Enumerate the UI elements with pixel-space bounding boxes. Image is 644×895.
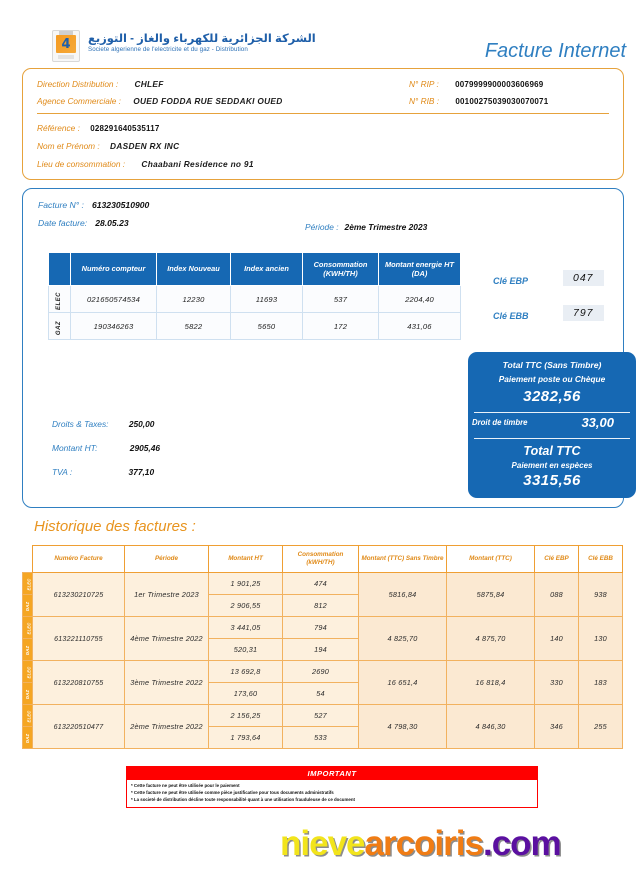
history-periode-4: 2ème Trimestre 2022 <box>125 705 209 749</box>
col-numero-compteur: Numéro compteur <box>71 253 157 286</box>
watermark-part-3: .com <box>482 824 561 863</box>
history-periode-1: 1er Trimestre 2023 <box>125 573 209 617</box>
facture-number-label: Facture N° : <box>38 200 84 210</box>
cle-ebb-label: Clé EBB <box>493 311 529 321</box>
history-cle-ebp-4: 346 <box>535 705 579 749</box>
col-index-ancien: Index ancien <box>231 253 303 286</box>
history-cle-ebp-1: 088 <box>535 573 579 617</box>
history-flag-gaz-label: GAZ <box>25 645 31 656</box>
direction-label: Direction Distribution : <box>37 79 119 89</box>
history-gaz-ht-4: 1 793,64 <box>209 727 283 749</box>
history-corner <box>23 546 33 573</box>
facture-date-label: Date facture: <box>38 218 88 228</box>
table-row <box>23 661 623 683</box>
total-ttc-sans-timbre-value: 3282,56 <box>523 388 581 405</box>
cle-ebp-label: Clé EBP <box>493 276 529 286</box>
rib-label: N° RIB : <box>409 96 440 106</box>
history-elec-ht-3: 13 692,8 <box>209 661 283 683</box>
facture-number-row <box>38 200 149 210</box>
history-ttc-sans-timbre-3: 16 651,4 <box>359 661 447 705</box>
history-ttc-1: 5875,84 <box>447 573 535 617</box>
history-flag-gaz <box>23 727 33 749</box>
reference-value: 028291640535117 <box>90 124 160 133</box>
hcol-montant-ht: Montant HT <box>209 546 283 573</box>
history-flag-gaz <box>23 683 33 705</box>
history-cle-ebp-3: 330 <box>535 661 579 705</box>
elec-compteur: 021650574534 <box>71 286 157 313</box>
gaz-consommation: 172 <box>303 313 379 340</box>
facture-number-value: 613230510900 <box>91 200 150 210</box>
important-line-1: * Cette facture ne peut être utilisée pour le paiement <box>131 783 240 788</box>
sonelgaz-logo <box>52 30 80 62</box>
watermark <box>280 824 561 864</box>
direction-value: CHLEF <box>134 79 164 89</box>
history-gaz-conso-2: 194 <box>283 639 359 661</box>
history-periode-2: 4ème Trimestre 2022 <box>125 617 209 661</box>
hcol-periode: Période <box>125 546 209 573</box>
history-title: Historique des factures : <box>34 518 196 535</box>
facture-periode-row <box>305 222 427 232</box>
droit-de-timbre-value: 33,00 <box>581 415 614 430</box>
logo-mark <box>56 35 76 53</box>
logo-foot <box>58 55 74 59</box>
elec-index-nouveau: 12230 <box>157 286 231 313</box>
paiement-poste-cheque-label: Paiement poste ou Chèque <box>498 374 606 384</box>
montant-ht-label: Montant HT: <box>52 443 98 453</box>
gaz-montant-ht: 431,06 <box>379 313 461 340</box>
droits-taxes-row <box>52 419 154 429</box>
history-ttc-3: 16 818,4 <box>447 661 535 705</box>
history-flag-gaz-label: GAZ <box>25 689 31 700</box>
history-flag-elec <box>23 661 33 683</box>
reference-label: Référence : <box>37 123 80 133</box>
hcol-numero-facture: Numéro Facture <box>33 546 125 573</box>
col-index-nouveau: Index Nouveau <box>157 253 231 286</box>
cle-ebb-value: 797 <box>563 305 604 321</box>
history-cle-ebb-2: 130 <box>579 617 623 661</box>
row-type-elec <box>49 286 71 313</box>
history-numero-1: 613230210725 <box>33 573 125 617</box>
watermark-part-1: nieve <box>280 824 365 863</box>
history-gaz-ht-2: 520,31 <box>209 639 283 661</box>
history-cle-ebb-1: 938 <box>579 573 623 617</box>
history-flag-elec-label: ELEC <box>26 622 32 635</box>
table-row <box>23 617 623 639</box>
history-ttc-sans-timbre-1: 5816,84 <box>359 573 447 617</box>
history-flag-elec <box>23 617 33 639</box>
totals-panel <box>468 352 636 498</box>
total-ttc-label: Total TTC <box>523 444 581 458</box>
history-numero-3: 613220810755 <box>33 661 125 705</box>
elec-montant-ht: 2204,40 <box>379 286 461 313</box>
facture-periode-value: 2ème Trimestre 2023 <box>344 222 428 232</box>
identification-divider <box>37 113 609 114</box>
history-cle-ebb-4: 255 <box>579 705 623 749</box>
consumption-header-row <box>49 253 461 286</box>
tva-value: 377,10 <box>128 467 155 477</box>
history-flag-elec <box>23 573 33 595</box>
watermark-part-2: arcoiris <box>364 824 483 863</box>
montant-ht-value: 2905,46 <box>129 443 161 453</box>
droits-taxes-label: Droits & Taxes: <box>52 419 109 429</box>
history-elec-ht-1: 1 901,25 <box>209 573 283 595</box>
consumption-corner <box>49 253 71 286</box>
total-ttc-sans-timbre-label: Total TTC (Sans Timbre) <box>502 360 602 370</box>
facture-date-value: 28.05.23 <box>95 218 129 228</box>
history-cle-ebb-3: 183 <box>579 661 623 705</box>
history-flag-elec-label: ELEC <box>26 710 32 723</box>
facture-periode-label: Période : <box>305 222 339 232</box>
tva-row <box>52 467 154 477</box>
history-elec-conso-1: 474 <box>283 573 359 595</box>
nom-label: Nom et Prénom : <box>37 141 100 151</box>
identification-block <box>22 68 624 180</box>
history-elec-conso-3: 2690 <box>283 661 359 683</box>
totals-divider-2 <box>474 438 630 439</box>
important-title: IMPORTANT <box>127 767 537 780</box>
hcol-consommation: Consommation (kWH/TH) <box>283 546 359 573</box>
col-montant-ht: Montant energie HT (DA) <box>379 253 461 286</box>
history-gaz-conso-4: 533 <box>283 727 359 749</box>
history-ttc-2: 4 875,70 <box>447 617 535 661</box>
row-type-elec-label: ELEC <box>56 291 63 310</box>
history-flag-elec-label: ELEC <box>26 578 32 591</box>
important-line-2: * Cette facture ne peut être utilisée comme pièce justificative pour tous documents administratifs <box>131 789 334 795</box>
history-flag-elec <box>23 705 33 727</box>
history-cle-ebp-2: 140 <box>535 617 579 661</box>
table-row <box>49 286 461 313</box>
important-line-3: * La societé de distribution décline toute responsabilité quant à une utilisation frauduleuse de ce document <box>131 796 355 802</box>
history-elec-ht-2: 3 441,05 <box>209 617 283 639</box>
elec-consommation: 537 <box>303 286 379 313</box>
history-table <box>22 545 622 749</box>
tva-label: TVA : <box>52 467 73 477</box>
total-ttc-value: 3315,56 <box>523 472 581 489</box>
gaz-index-ancien: 5650 <box>231 313 303 340</box>
totals-divider-1 <box>474 412 630 413</box>
history-ttc-4: 4 846,30 <box>447 705 535 749</box>
history-elec-ht-4: 2 156,25 <box>209 705 283 727</box>
col-consommation: Consommation (KWH/TH) <box>303 253 379 286</box>
history-flag-gaz-label: GAZ <box>25 733 31 744</box>
hcol-cle-ebb: Clé EBB <box>579 546 623 573</box>
history-numero-2: 613221110755 <box>33 617 125 661</box>
table-row <box>23 573 623 595</box>
history-gaz-ht-1: 2 906,55 <box>209 595 283 617</box>
history-elec-conso-4: 527 <box>283 705 359 727</box>
history-numero-4: 613220510477 <box>33 705 125 749</box>
row-type-gaz <box>49 313 71 340</box>
history-gaz-ht-3: 173,60 <box>209 683 283 705</box>
gaz-compteur: 190346263 <box>71 313 157 340</box>
history-flag-elec-label: ELEC <box>26 666 32 679</box>
company-name-french: Societe algerienne de l'electricite et du gaz - Distribution <box>88 46 248 53</box>
history-ttc-sans-timbre-4: 4 798,30 <box>359 705 447 749</box>
hcol-ttc: Montant (TTC) <box>447 546 535 573</box>
history-flag-gaz <box>23 639 33 661</box>
rib-value: 00100275039030070071 <box>455 97 549 106</box>
row-type-gaz-label: GAZ <box>56 320 63 335</box>
cle-ebp-value: 047 <box>563 270 604 286</box>
history-periode-3: 3ème Trimestre 2022 <box>125 661 209 705</box>
agence-value: OUED FODDA RUE SEDDAKI OUED <box>133 96 283 106</box>
rip-label: N° RIP : <box>409 79 439 89</box>
history-gaz-conso-3: 54 <box>283 683 359 705</box>
droits-taxes-value: 250,00 <box>128 419 155 429</box>
facture-date-row <box>38 218 129 228</box>
agence-label: Agence Commerciale : <box>37 96 121 106</box>
important-notice <box>126 766 538 808</box>
droit-de-timbre-label: Droit de timbre <box>472 418 528 427</box>
history-gaz-conso-1: 812 <box>283 595 359 617</box>
paiement-especes-label: Paiement en espèces <box>511 461 593 470</box>
table-row <box>23 705 623 727</box>
hcol-cle-ebp: Clé EBP <box>535 546 579 573</box>
page-title: Facture Internet <box>484 40 626 62</box>
gaz-index-nouveau: 5822 <box>157 313 231 340</box>
table-row <box>49 313 461 340</box>
lieu-value: Chaabani Residence no 91 <box>141 159 254 169</box>
consumption-table <box>48 252 460 340</box>
important-body <box>127 780 537 807</box>
history-header-row <box>23 546 623 573</box>
rip-value: 0079999900003606969 <box>455 80 544 89</box>
history-elec-conso-2: 794 <box>283 617 359 639</box>
logo-glyph: 4 <box>61 36 71 52</box>
hcol-ttc-sans-timbre: Montant (TTC) Sans Timbre <box>359 546 447 573</box>
history-flag-gaz-label: GAZ <box>25 601 31 612</box>
lieu-label: Lieu de consommation : <box>37 159 126 169</box>
company-name-arabic: الشركة الجزائرية للكهرباء والغاز - التوزيع <box>88 33 316 45</box>
montant-ht-row <box>52 443 160 453</box>
elec-index-ancien: 11693 <box>231 286 303 313</box>
page-header <box>0 12 644 70</box>
history-flag-gaz <box>23 595 33 617</box>
history-ttc-sans-timbre-2: 4 825,70 <box>359 617 447 661</box>
nom-value: DASDEN RX INC <box>110 141 180 151</box>
